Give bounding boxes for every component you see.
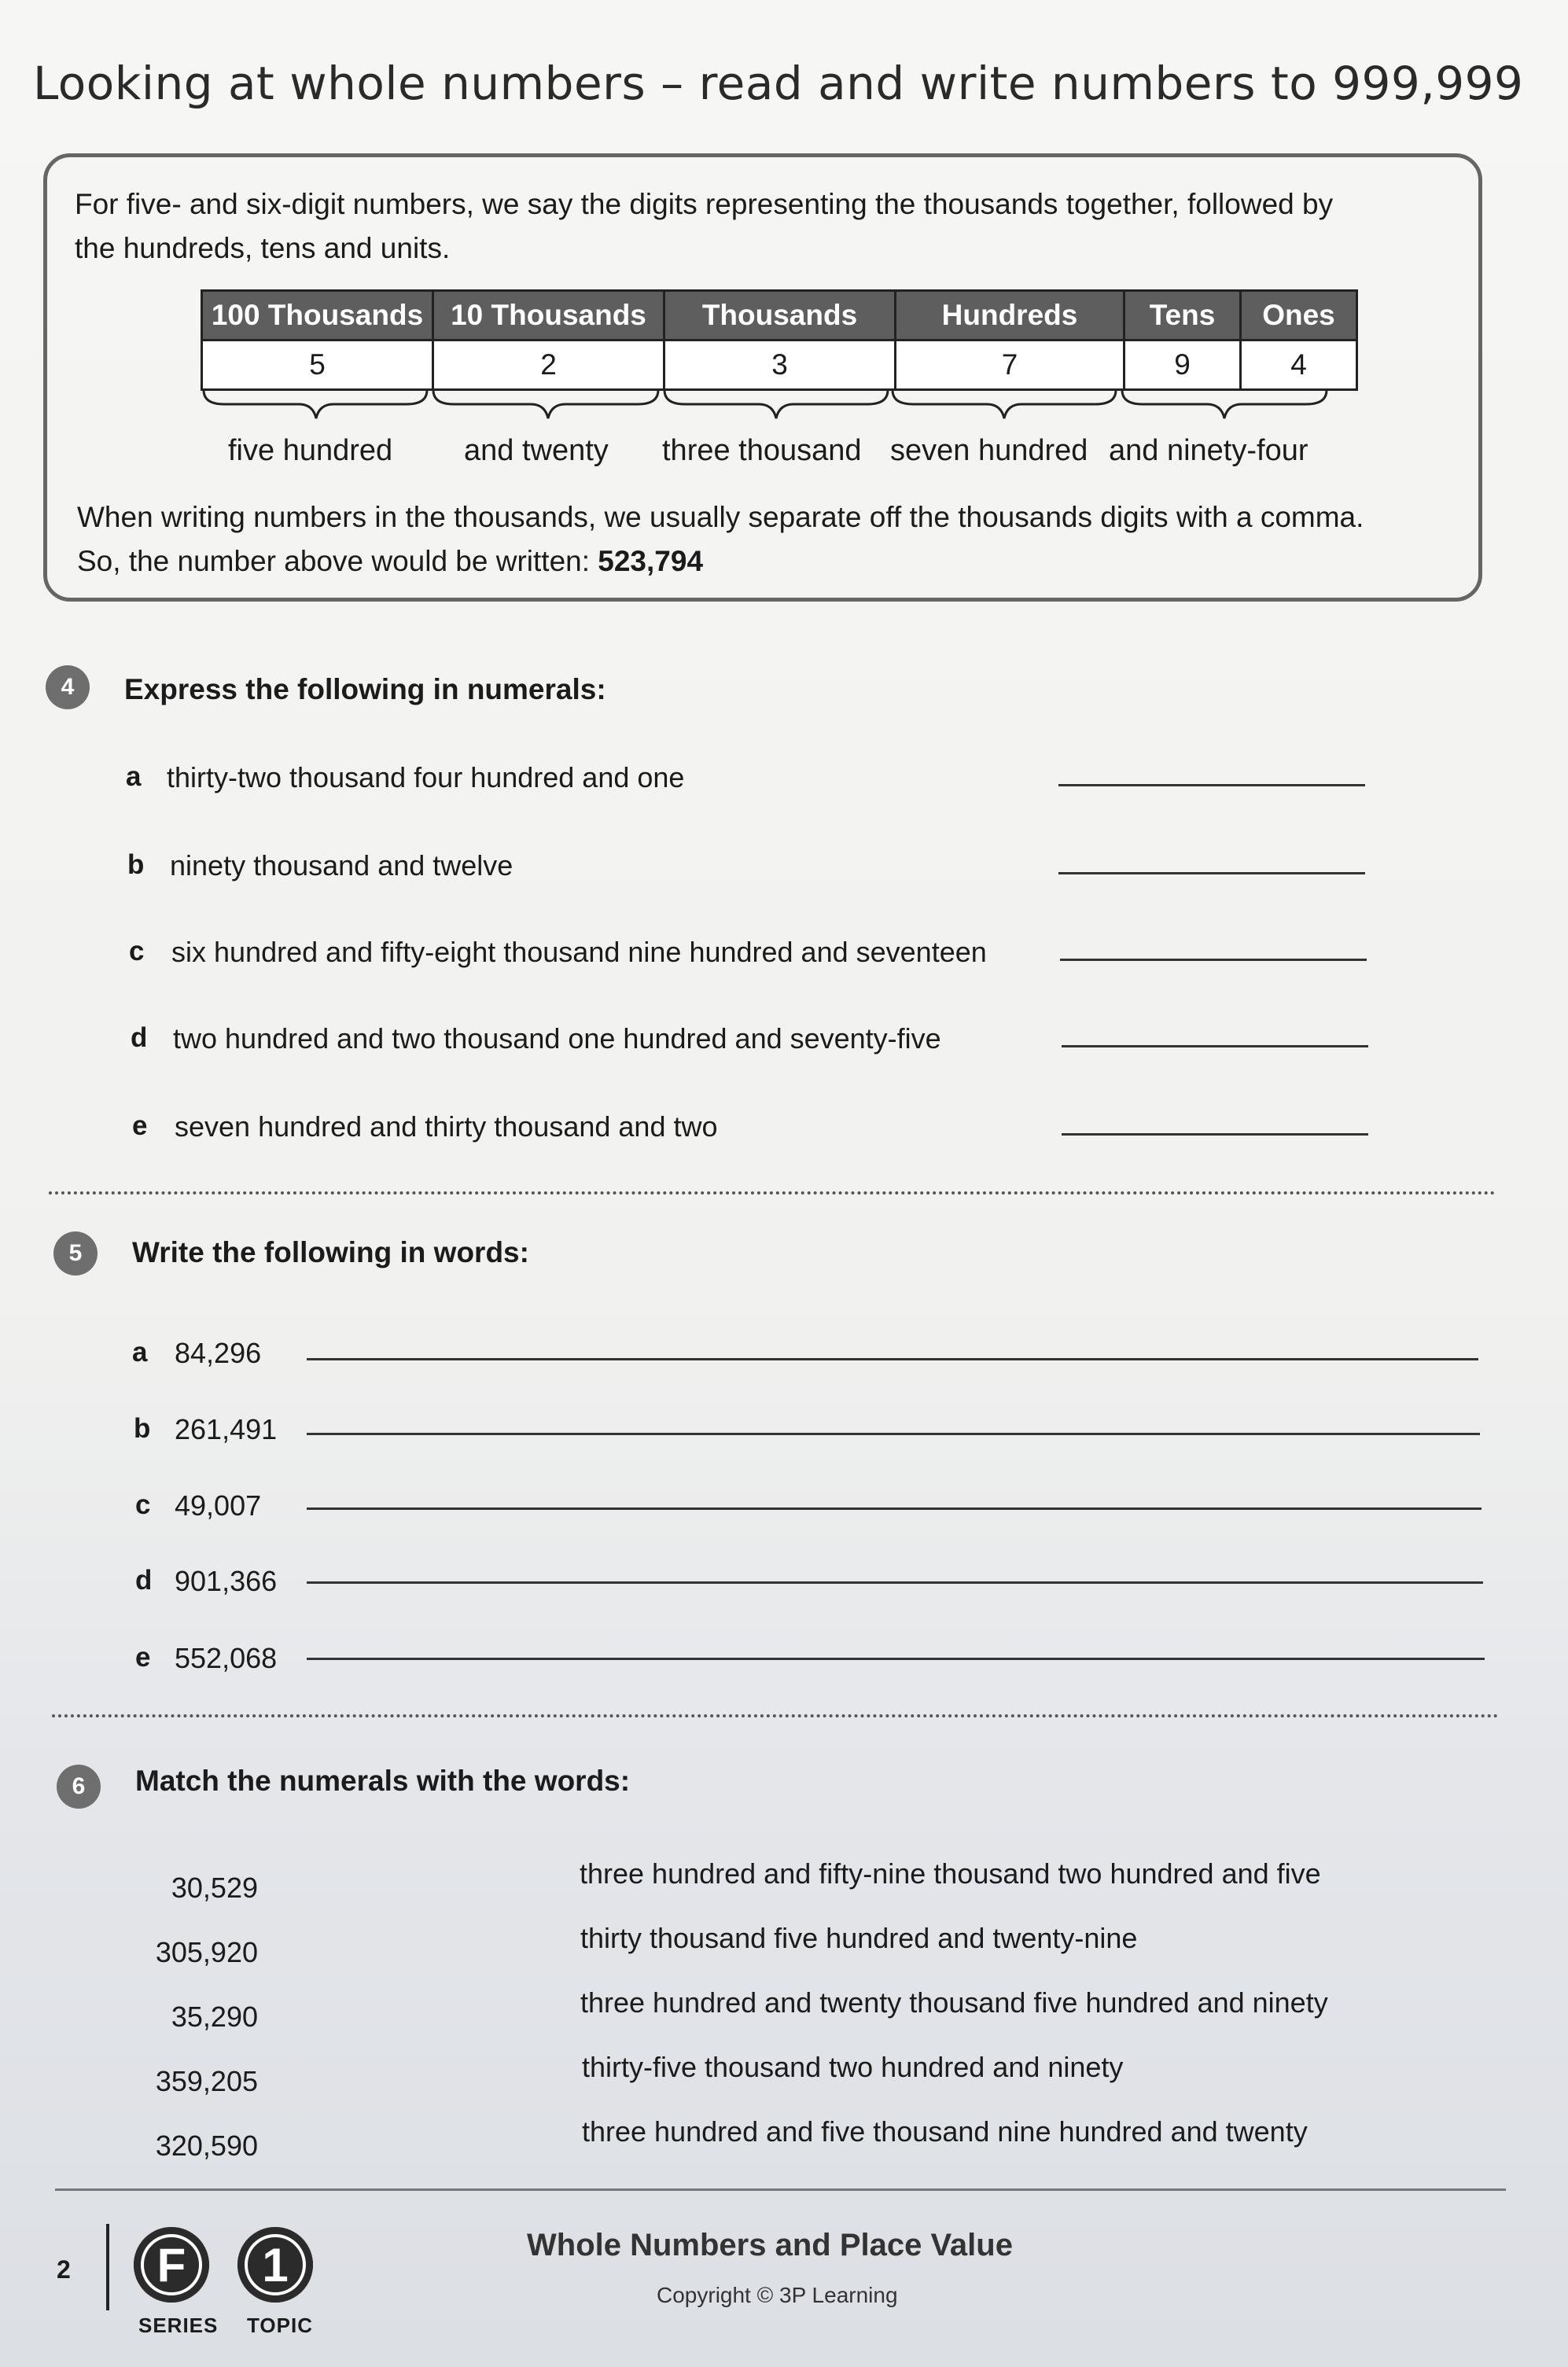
topic-label: TOPIC — [247, 2314, 313, 2337]
brace-thousands — [664, 390, 888, 418]
match-words[interactable]: three hundred and twenty thousand five hundred and ninety — [580, 1986, 1328, 2019]
book-title: Whole Numbers and Place Value — [527, 2228, 1013, 2262]
brace-hundreds — [893, 390, 1116, 418]
grouping-braces — [201, 387, 1333, 426]
place-value-header-row — [202, 291, 1357, 341]
match-numeral[interactable]: 30,529 — [171, 1872, 258, 1904]
item-text: two hundred and two thousand one hundred and seventy-five — [173, 1022, 941, 1055]
item-letter: a — [132, 1337, 148, 1368]
answer-line[interactable] — [1058, 784, 1365, 786]
item-text: six hundred and fifty-eight thousand nine hundred and seventeen — [171, 936, 987, 968]
series-letter: F — [141, 2234, 202, 2295]
intro-note-2 — [77, 539, 703, 583]
column-header: Tens — [1124, 291, 1241, 341]
item-letter: a — [126, 761, 142, 792]
series-label: SERIES — [138, 2314, 219, 2337]
place-value-table — [201, 289, 1358, 391]
match-words[interactable]: thirty-five thousand two hundred and ninety — [582, 2051, 1124, 2083]
column-header: Thousands — [664, 291, 896, 341]
word-label: and twenty — [464, 434, 609, 467]
item-letter: b — [134, 1413, 151, 1444]
item-letter: d — [131, 1022, 148, 1053]
item-text: 261,491 — [175, 1413, 278, 1445]
footer-vertical-bar — [106, 2224, 109, 2310]
answer-line[interactable] — [307, 1433, 1480, 1435]
digit-cell: 4 — [1241, 341, 1357, 390]
item-letter: e — [132, 1110, 148, 1141]
digit-cell: 7 — [896, 341, 1124, 390]
answer-line[interactable] — [1062, 1045, 1368, 1047]
section-divider — [49, 1191, 1496, 1195]
item-text: 84,296 — [175, 1337, 262, 1369]
word-label: seven hundred — [890, 434, 1088, 467]
question-heading: Express the following in numerals: — [124, 673, 606, 705]
column-header: 10 Thousands — [433, 291, 664, 341]
word-label: and ninety-four — [1109, 434, 1309, 467]
item-letter: b — [127, 849, 145, 880]
item-text: 49,007 — [175, 1489, 262, 1522]
footer-divider — [55, 2188, 1506, 2191]
section-divider — [52, 1714, 1499, 1717]
answer-line[interactable] — [307, 1581, 1483, 1584]
answer-line[interactable] — [1060, 959, 1367, 961]
item-text: thirty-two thousand four hundred and one — [167, 761, 685, 793]
item-text: 552,068 — [175, 1642, 278, 1674]
place-value-digit-row — [202, 341, 1357, 390]
item-text: ninety thousand and twelve — [170, 849, 513, 882]
answer-line[interactable] — [307, 1658, 1485, 1660]
item-letter: c — [135, 1489, 151, 1520]
match-numeral[interactable]: 320,590 — [155, 2130, 258, 2162]
series-badge — [134, 2227, 209, 2303]
question-heading: Match the numerals with the words: — [135, 1765, 631, 1797]
intro-note-1: When writing numbers in the thousands, we usually separate off the thousands digits with a comma. — [77, 501, 1364, 533]
column-header: Hundreds — [896, 291, 1124, 341]
answer-line[interactable] — [1062, 1133, 1368, 1136]
question-heading: Write the following in words: — [132, 1236, 529, 1268]
column-header: 100 Thousands — [202, 291, 433, 341]
intro-line-1: For five- and six-digit numbers, we say the digits representing the thousands together, followed by — [75, 188, 1334, 220]
question-number-badge: 5 — [53, 1231, 98, 1276]
item-letter: c — [129, 936, 145, 966]
question-number-badge: 6 — [57, 1765, 101, 1809]
question-number-badge: 4 — [46, 665, 90, 709]
match-words[interactable]: three hundred and five thousand nine hundred and twenty — [582, 2115, 1308, 2148]
column-header: Ones — [1241, 291, 1357, 341]
match-numeral[interactable]: 359,205 — [155, 2065, 258, 2097]
page-number: 2 — [57, 2255, 71, 2284]
copyright-text: Copyright © 3P Learning — [657, 2283, 898, 2307]
brace-hundred-thousands — [204, 390, 427, 418]
match-numeral[interactable]: 35,290 — [171, 2001, 258, 2033]
note-prefix: So, the number above would be written: — [77, 545, 590, 577]
digit-cell: 9 — [1124, 341, 1241, 390]
item-text: 901,366 — [175, 1565, 278, 1597]
match-words[interactable]: thirty thousand five hundred and twenty-nine — [580, 1922, 1138, 1954]
item-text: seven hundred and thirty thousand and two — [175, 1110, 718, 1143]
item-letter: d — [135, 1565, 153, 1596]
answer-line[interactable] — [1058, 872, 1365, 874]
word-label: five hundred — [228, 434, 393, 467]
example-number: 523,794 — [598, 545, 704, 577]
topic-badge — [237, 2227, 313, 2303]
topic-number: 1 — [245, 2234, 306, 2295]
word-label: three thousand — [662, 434, 862, 467]
brace-ten-thousands — [433, 390, 658, 418]
digit-cell: 2 — [433, 341, 664, 390]
match-words[interactable]: three hundred and fifty-nine thousand two hundred and five — [580, 1857, 1321, 1890]
brace-tens-ones — [1122, 390, 1327, 418]
answer-line[interactable] — [307, 1358, 1478, 1360]
intro-line-2: the hundreds, tens and units. — [75, 232, 451, 264]
page-title: Looking at whole numbers – read and write numbers to 999,999 — [33, 57, 1524, 110]
match-numeral[interactable]: 305,920 — [155, 1936, 258, 1968]
digit-cell: 5 — [202, 341, 433, 390]
digit-cell: 3 — [664, 341, 896, 390]
item-letter: e — [135, 1642, 151, 1673]
answer-line[interactable] — [307, 1507, 1482, 1510]
